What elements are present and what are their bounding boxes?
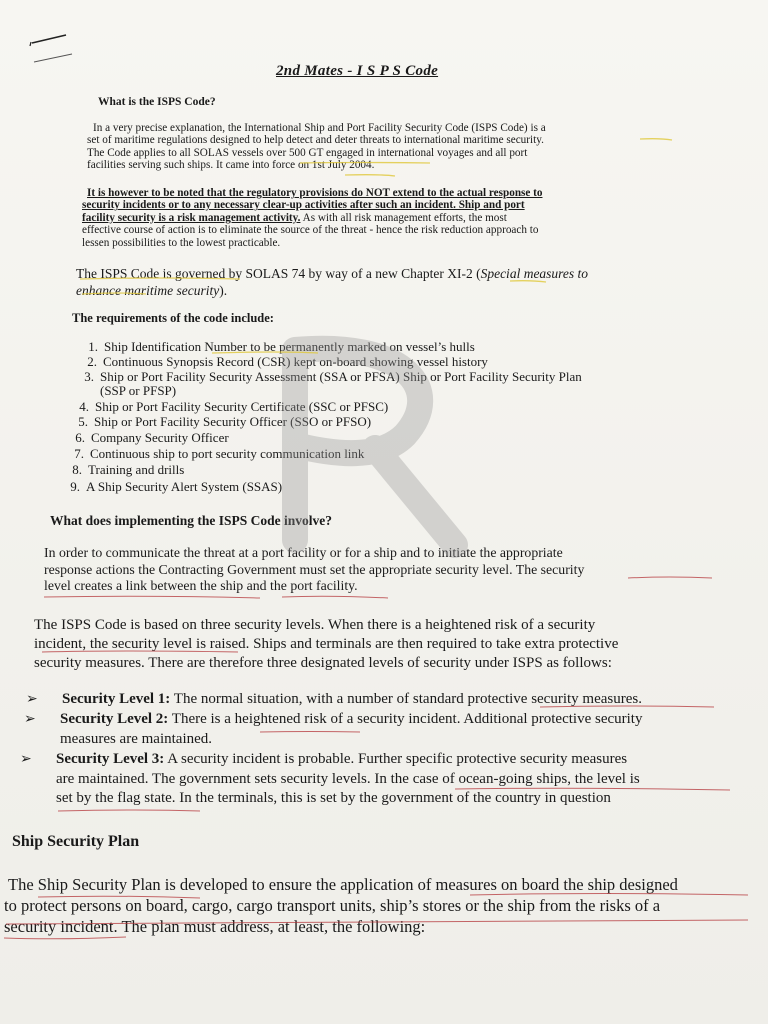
security-level-line [56, 750, 756, 770]
list-item [67, 400, 388, 414]
security-level-2 [24, 710, 750, 749]
intro-line: facilities serving such ships. It came into force on 1st July 2004. [87, 159, 375, 172]
security-level-label: Security Level 2: [60, 711, 169, 727]
levels-line: The ISPS Code is based on three security levels. When there is a heightened risk of a security [34, 617, 596, 633]
list-item [62, 447, 364, 461]
list-item-text: Training and drills [88, 462, 185, 477]
security-level-1 [26, 690, 742, 710]
security-level-line [62, 690, 742, 710]
intro-line: lessen possibilities to the lowest practicable. [82, 236, 281, 249]
page-title: 2nd Mates - I S P S Code [276, 63, 439, 79]
risk-management-emphasis: facility security is a risk management activity. [82, 211, 301, 224]
intro-line: effective course of action is to eliminate the source of the threat - hence the risk reduction approach to [82, 224, 539, 237]
security-level-line: are maintained. The government sets security levels. In the case of ocean-going ships, the level is [56, 770, 640, 787]
security-level-label: Security Level 3: [56, 751, 165, 767]
governing-line [76, 266, 686, 283]
list-item [58, 480, 282, 494]
list-item-text: Ship or Port Facility Security Assessment (SSA or PFSA) Ship or Port Facility Security Plan [100, 369, 582, 384]
list-item-number: 1. [88, 339, 98, 354]
list-item [72, 384, 176, 398]
security-level-label: Security Level 1: [62, 691, 171, 707]
list-item-number: 5. [78, 414, 88, 429]
list-item-text: (SSP or PFSP) [100, 383, 177, 398]
list-item-text: A Ship Security Alert System (SSAS) [86, 479, 283, 494]
intro-paragraph-2 [82, 187, 682, 249]
list-item-number: 8. [72, 462, 82, 477]
list-item [76, 340, 475, 354]
intro-bold-line: security incidents or to any necessary clear-up activities after such an incident. Ship and port [82, 199, 525, 212]
implementing-line: level creates a link between the ship and the port facility. [44, 578, 358, 593]
security-level-line: measures are maintained. [60, 730, 213, 747]
list-item [75, 355, 488, 369]
intro-bold-line: It is however to be noted that the regulatory provisions do NOT extend to the actual response to [87, 187, 543, 199]
list-item [72, 370, 582, 384]
intro-line: In a very precise explanation, the International Ship and Port Facility Security Code (ISPS Code) is a [93, 122, 546, 134]
ssp-line: to protect persons on board, cargo, cargo transport units, ship’s stores or the ship from the risks of a [4, 896, 661, 915]
ssp-paragraph [4, 874, 764, 937]
intro-line: set of maritime regulations designed to help detect and deter threats to international maritime security. [87, 134, 544, 147]
intro-line: The Code applies to all SOLAS vessels over 500 GT engaged in international voyages and all port [87, 146, 528, 159]
governing-end: ). [219, 282, 228, 298]
governing-line [76, 283, 686, 300]
security-level-text: There is a heightened risk of a security incident. Additional protective security [168, 711, 643, 727]
security-level-text: The normal situation, with a number of standard protective security measures. [170, 691, 642, 707]
governing-paragraph [76, 266, 686, 299]
list-item-text: Continuous Synopsis Record (CSR) kept on-board showing vessel history [103, 354, 488, 369]
ssp-line: The Ship Security Plan is developed to ensure the application of measures on board the ship designed [8, 875, 678, 894]
ssp-heading: Ship Security Plan [12, 833, 140, 850]
list-item-text: Continuous ship to port security communication link [90, 446, 365, 461]
intro-mixed-line [82, 212, 682, 224]
ssp-line: security incident. The plan must address, at least, the following: [4, 917, 426, 936]
implementing-paragraph [44, 545, 724, 595]
list-item-number: 4. [79, 399, 89, 414]
intro-paragraph-1 [87, 122, 682, 172]
governing-italic: Special measures to [480, 266, 589, 281]
list-item-number: 7. [74, 446, 84, 461]
list-item-text: Ship or Port Facility Security Certificate (SSC or PFSC) [95, 399, 389, 414]
arrow-bullet-icon: ➢ [26, 692, 38, 707]
pen-mark-scribble [28, 30, 78, 70]
intro-line-rest: As with all risk management efforts, the most [300, 211, 507, 224]
arrow-bullet-icon: ➢ [20, 752, 32, 767]
list-item-number: 6. [75, 430, 85, 445]
list-item-text: Ship Identification Number to be permanently marked on vessel’s hulls [104, 339, 475, 354]
arrow-bullet-icon: ➢ [24, 712, 36, 727]
implementing-heading: What does implementing the ISPS Code involve? [50, 513, 333, 528]
implementing-line: response actions the Contracting Government must set the appropriate security level. The security [44, 561, 585, 577]
security-level-3 [20, 750, 756, 809]
list-item-number: 9. [70, 479, 80, 494]
requirements-heading: The requirements of the code include: [72, 311, 274, 325]
list-item [63, 431, 229, 445]
list-item-number: 3. [84, 369, 94, 384]
list-item-text: Ship or Port Facility Security Officer (SSO or PFSO) [94, 414, 372, 429]
levels-line: security measures. There are therefore three designated levels of security under ISPS as follows: [34, 655, 612, 671]
intro-heading: What is the ISPS Code? [98, 96, 216, 108]
security-level-line [60, 710, 750, 730]
governing-italic: enhance maritime security [76, 282, 220, 298]
governing-text: The ISPS Code is governed by SOLAS 74 by way of a new Chapter XI-2 ( [76, 266, 481, 281]
list-item [60, 463, 184, 477]
list-item [66, 415, 371, 429]
security-level-text: A security incident is probable. Further specific protective security measures [164, 751, 628, 767]
implementing-line: In order to communicate the threat at a port facility or for a ship and to initiate the appropriate [44, 545, 563, 560]
list-item-text: Company Security Officer [91, 430, 229, 445]
levels-line: incident, the security level is raised. Ships and terminals are then required to take extra protective [34, 636, 619, 652]
security-level-line: set by the flag state. In the terminals, this is set by the government of the country in question [56, 790, 611, 806]
list-item-number: 2. [87, 354, 97, 369]
levels-paragraph [34, 616, 734, 673]
